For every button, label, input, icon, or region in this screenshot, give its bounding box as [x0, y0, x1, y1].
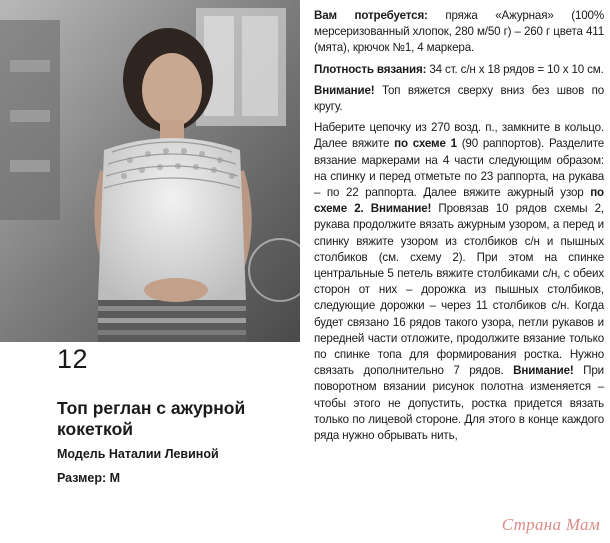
notice-paragraph [314, 83, 604, 115]
materials-text: пряжа «Ажурная» (100% мерсеризованный хлопок, 280 м/50 г) – 260 г цвета 411 (мята), крючок №1, 4 маркера. [314, 9, 604, 55]
size-label: Размер: [57, 471, 107, 485]
item-number: 12 [57, 344, 89, 374]
materials-paragraph [314, 8, 604, 57]
instr-notice: Внимание! [513, 364, 574, 378]
size-info [57, 470, 120, 486]
materials-label: Вам потребуется: [314, 9, 428, 22]
gauge-paragraph [314, 62, 604, 78]
article-title: Топ реглан с ажурной кокеткой [57, 398, 246, 439]
photo-stamp-overlay [248, 238, 312, 302]
instr-text-a: Наберите цепочку из 270 возд. п., замкните в кольцо. Далее вяжите [314, 121, 604, 151]
notice-label: Внимание! [314, 83, 375, 97]
gauge-label: Плотность вязания: [314, 62, 427, 76]
instr-text-e: Провязав 10 рядов схемы 2, рукава продолжите вязать ажурным узором, а перед и спинку вяжите узором из столбиков с/н и пышных столбиков (см. схему 2). При этом на спинке центральные 5 петель вяжите столбиками с/н, с обеих сторон от них – дорожка из пышных столбиков, следующие дорожки – через 11 столбиков с/н. Когда будет связано 16 рядов такого узора, петли рукавов и передней части отложите, продолжите вязание только по спинке топа для формирования ростка. Нужно связать дополнительно 7 рядов. [314, 202, 605, 378]
instr-text-c: (90 раппортов). Разделите вязание маркерами на 4 части следующим образом: на спинку и перед отметьте по 23 раппорта, на рукава – по 22 раппорта. Далее вяжите ажурный узор [314, 137, 605, 200]
site-watermark: Страна Мам [501, 515, 600, 534]
instr-text-g: При поворотном вязании рисунок полотна изменяется – чтобы этого не допустить, ростка придется вязать только по лицевой стороне. Для этого в конце каждого ряда нужно обрывать нить, [314, 364, 604, 443]
instructions-column [314, 8, 604, 449]
instructions-paragraph [314, 120, 604, 444]
instr-scheme-1: по схеме 1 [394, 137, 457, 151]
notice-text: Топ вяжется сверху вниз без швов по кругу. [314, 83, 604, 114]
instr-scheme-2: по схеме 2. Внимание! [314, 186, 604, 216]
gauge-text: 34 ст. с/н х 18 рядов = 10 х 10 см. [426, 62, 604, 76]
size-value: М [109, 471, 121, 485]
model-credit: Модель Наталии Левиной [57, 447, 219, 461]
